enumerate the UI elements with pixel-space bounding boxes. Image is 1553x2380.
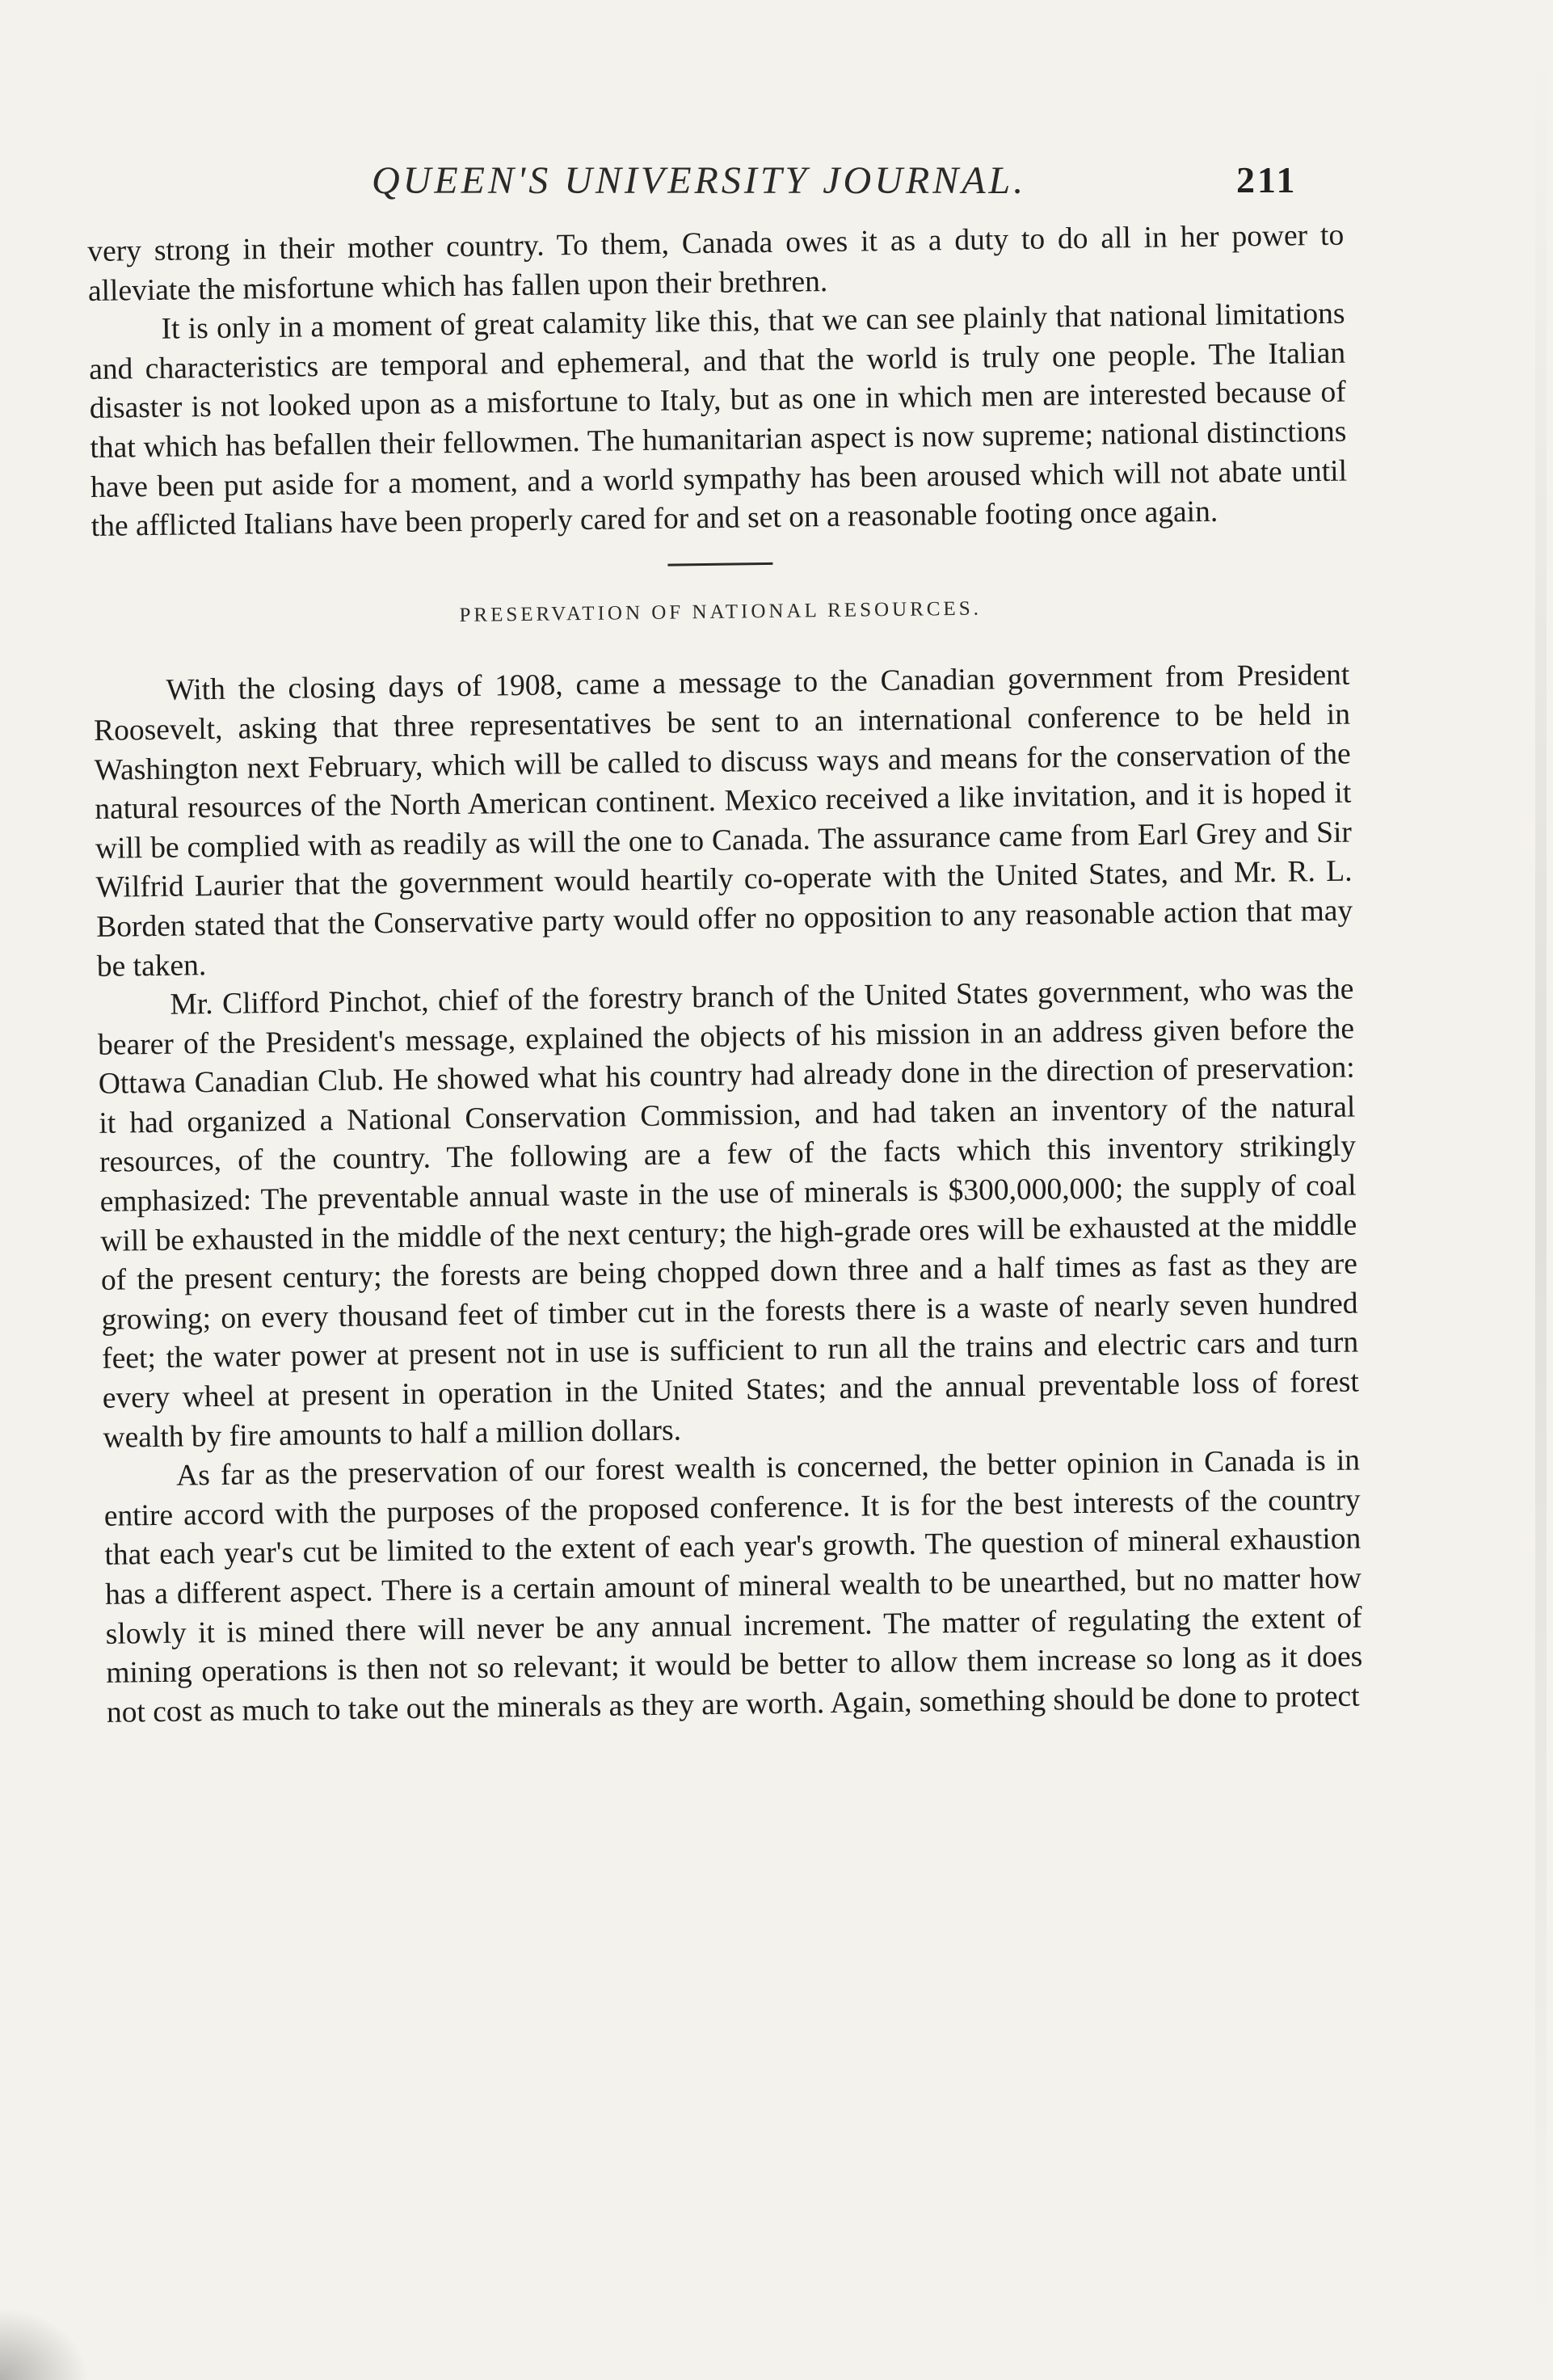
- running-title: QUEEN'S UNIVERSITY JOURNAL.: [372, 159, 1027, 202]
- paragraph-roosevelt-message: With the closing days of 1908, came a message to the Canadian government from President Roosevelt, asking that three representatives be sent to an international conference to be held in Washington next February, which will be called to discuss ways and means for the conservation of the natural resources of the North American continent. Mexico received a like invitation, and it is hoped it will be complied with as readily as will the one to Canada. The assurance came from Earl Grey and Sir Wilfrid Laurier that the government would heartily co-operate with the United States, and Mr. R. L. Borden stated that the Conservative party would offer no opposition to any reasonable action that may be taken.: [93, 658, 1353, 984]
- corner-smudge: [0, 2307, 89, 2380]
- paragraph-pinchot-address: Mr. Clifford Pinchot, chief of the forestry branch of the United States government, who was the bearer of the President's message, explained the objects of his mission in an address given before the Ottawa Canadian Club. He showed what his country had already done in the direction of preservation: it had organized a National Conservation Commission, and had taken an inventory of the natural resources, of the country. The following are a few of the facts which this inventory strikingly emphasized: The preventable annual waste in the use of minerals is $300,000,000; the supply of coal will be exhausted in the middle of the next century; the high-grade ores will be exhausted at the middle of the present century; the forests are being chopped down three and a half times as fast as they are growing; on every thousand feet of timber cut in the forests there is a waste of nearly seven hundred feet; the water power at present not in use is sufficient to run all the trains and electric cars and turn every wheel at present in operation in the United States; and the annual preventable loss of forest wealth by fire amounts to half a million dollars.: [97, 972, 1360, 1455]
- section-divider: [667, 562, 772, 567]
- page-body: [87, 217, 1363, 1733]
- section-heading: PRESERVATION OF NATIONAL RESOURCES.: [459, 597, 983, 626]
- paragraph-forest-wealth: As far as the preservation of our forest wealth is concerned, the better opinion in Canada is in entire accord with the purposes of the proposed conference. It is for the best interests of the country that each year's cut be limited to the extent of each year's growth. The question of mineral exhaustion has a different aspect. There is a certain amount of mineral wealth to be unearthed, but no matter how slowly it is mined there will never be any annual increment. The matter of regulating the extent of mining operations is then not so relevant; it would be better to allow them increase so long as it does not cost as much to take out the minerals as they are worth. Again, something should be done to protect: [103, 1443, 1363, 1729]
- page-number: 211: [1236, 159, 1298, 200]
- page-header: [0, 158, 1553, 215]
- paragraph-calamity: It is only in a moment of great calamity like this, that we can see plainly that national limitations and characteristics are temporal and ephemeral, and that the world is truly one people. The Italian disaster is not looked upon as a misfortune to Italy, but as one in which men are interested because of that which has befallen their fellowmen. The humanitarian aspect is now supreme; national distinctions have been put aside for a moment, and a world sympathy has been aroused which will not abate until the afflicted Italians have been properly cared for and set on a reasonable footing once again.: [88, 297, 1348, 544]
- page-edge-shadow: [1535, 32, 1547, 2344]
- paragraph-continued: very strong in their mother country. To them, Canada owes it as a duty to do all in her power to alleviate the misfortune which has fallen upon their brethren.: [87, 218, 1345, 308]
